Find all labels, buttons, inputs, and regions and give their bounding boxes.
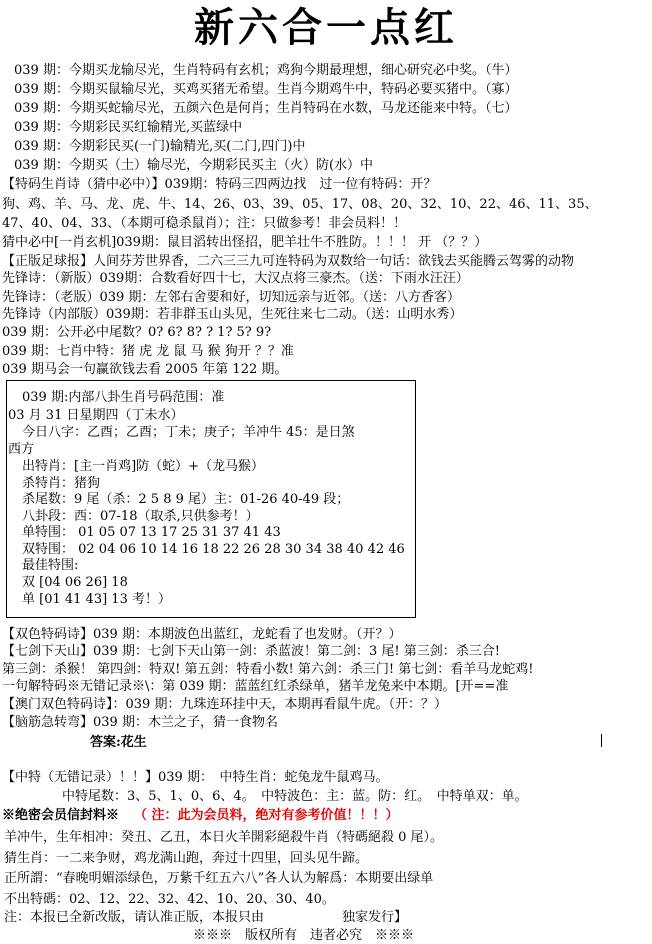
text-line: 039 期：今期买鼠输尽光，买鸡买猪无希望。生肖今期鸡牛中，特码必要买猪中。（寡）	[14, 82, 518, 97]
box-line: 039 期:内部八卦生肖号码范围：准	[22, 390, 225, 405]
text-cursor	[601, 734, 602, 747]
text-line: 039 期：今期买龙输尽光，生肖特码有玄机；鸡狗今期最理想，细心研究必中奖。（牛）	[14, 63, 518, 78]
box-line: 03 月 31 日星期四（丁未水）	[8, 408, 184, 423]
text-line: 039 期：今期彩民买(一门)输精光,买(二门,四门)中	[14, 139, 306, 154]
note-line: 注：本报已全新改版，请认准正版，本报只由 独家发行】	[4, 910, 408, 925]
box-line: 单 [01 41 43] 13 考！）	[22, 592, 171, 607]
vip-note: （ 注：此为会员料，绝对有参考价值！！！）	[134, 808, 399, 823]
box-line: 双特围： 02 04 06 10 14 16 18 22 26 28 30 34 38 40 42 46	[22, 542, 405, 557]
box-line: 单特围： 01 05 07 13 17 25 31 37 41 43	[22, 525, 281, 540]
zhongte-line: 【中特（无错记录）！！】039 期： 中特生肖：蛇兔龙牛鼠鸡马。	[2, 770, 389, 785]
text-line: 【七剑下天山】039 期：七剑下天山第一剑：杀蓝波！第二剑：3 尾! 第三剑：杀三合!	[2, 644, 500, 659]
box-line: 出特肖：[主一肖鸡]防（蛇）+（龙马猴）	[22, 459, 265, 474]
box-line: 西方	[8, 442, 35, 457]
text-line: 先锋诗（内部版）039期：若非群玉山头见，生死往来七二动。（送：山明水秀）	[2, 307, 463, 322]
text-line: 先锋诗：（新版）039期：合数看好四十七，大汉点将三豪杰。（送：下雨水汪汪）	[2, 271, 469, 286]
text-line: 【特码生肖诗（猜中必中）】039期：特码三四两边找 过一位有特码：开？	[2, 177, 437, 192]
text-line: 【脑筋急转弯】039 期：木兰之子，猜一食物名	[2, 715, 278, 730]
vip-label: ※绝密会员信封料※	[2, 808, 120, 823]
note-line: 猜生肖：一二来争财，鸡龙满山跑，奔过十四里，回头见牛蹄。	[4, 851, 369, 866]
riddle-answer: 答案:花生	[90, 735, 147, 750]
page-title: 新六合一点红	[194, 4, 458, 51]
text-line: 039 期：今期买（土）输尽光，今期彩民买主（火）防(水）中	[14, 158, 374, 173]
text-line: 一句解特码※无错记录※\：第 039 期：蓝蓝红红杀绿单，猪羊龙兔来中本期。[开==准	[2, 679, 509, 694]
text-line: 039 期：七肖中特：猪 虎 龙 鼠 马 猴 狗开 ？？准	[2, 344, 294, 359]
text-line: 039 期：公开必中尾数？0? 6? 8? ? 1? 5? 9?	[2, 325, 272, 340]
note-line: 正所謂：“春晚明媚添绿色，万紫千红五六八”各人认为解爲：本期要出绿单	[4, 871, 434, 886]
copyright-line: ※※※ 版权所有 违者必究 ※※※	[193, 928, 415, 943]
text-line: 【澳门双色特码诗】：039 期：九珠连环挂中天，本期再看鼠牛虎。（开：？）	[2, 697, 447, 712]
text-line: 039 期：今期彩民买红输精光,买蓝绿中	[14, 120, 243, 135]
text-line: 猜中必中[一肖玄机]039期：鼠目滔转出怪招，肥羊壮牛不胜防。！！！ 开 （？？）	[2, 235, 488, 250]
text-line: 先锋诗：（老版）039 期：左邻右舍要和好，切知远亲与近邻。（送：八方香客）	[2, 290, 460, 305]
zhongte-line: 中特尾数：3、5、1、0、6、4。 中特波色：主：蓝。防：红。 中特单双：单。	[62, 789, 528, 804]
note-line: 羊冲牛，生年相冲：癸丑、乙丑，本日火羊開彩絕殺牛肖（特碼絕殺 0 尾）。	[4, 830, 444, 845]
text-line: 狗、鸡、羊、马、龙、虎、牛、14、26、03、39、05、17、08、20、32、10、22、46、11、35、	[2, 197, 598, 212]
text-line: 第三剑：杀猴！ 第四剑：特双! 第五剑：特看小数! 第六剑：杀三门! 第七剑：看羊马龙蛇鸡!	[2, 662, 534, 677]
text-line: 039 期马会一句赢欲钱去看 2005 年第 122 期。	[2, 362, 288, 377]
text-line: 47、40、04、33、（本期可稳杀鼠肖）；注：只做参考！非会员料！！	[2, 216, 407, 231]
text-line: 【正版足球报】人间芬芳世界香，二六三三九可连特码为双数给一句话：欲钱去买能腾云驾雾的动物	[2, 254, 575, 269]
text-line: 【双色特码诗】039 期：本期波色出蓝红，龙蛇看了也发财。（开？）	[2, 627, 402, 642]
box-line: 双 [04 06 26] 18	[22, 575, 128, 590]
box-line: 杀特肖：猪狗	[22, 476, 101, 491]
text-line: 039 期：今期买蛇输尽光，五颜六色是何肖；生肖特码在水数，马龙还能来中特。（七）	[14, 101, 518, 116]
box-line: 杀尾数：9 尾（杀：2 5 8 9 尾）主：01-26 40-49 段；	[22, 492, 350, 507]
box-line: 最佳特围:	[22, 558, 79, 573]
note-line: 不出特碼：02、12、22、32、42、10、20、30、40。	[4, 892, 335, 907]
box-line: 今日八字：乙酉；乙酉；丁未；庚子；羊冲牛 45：是日煞	[22, 425, 355, 440]
box-line: 八卦段：西：07-18（取杀,只供参考！）	[22, 509, 259, 524]
